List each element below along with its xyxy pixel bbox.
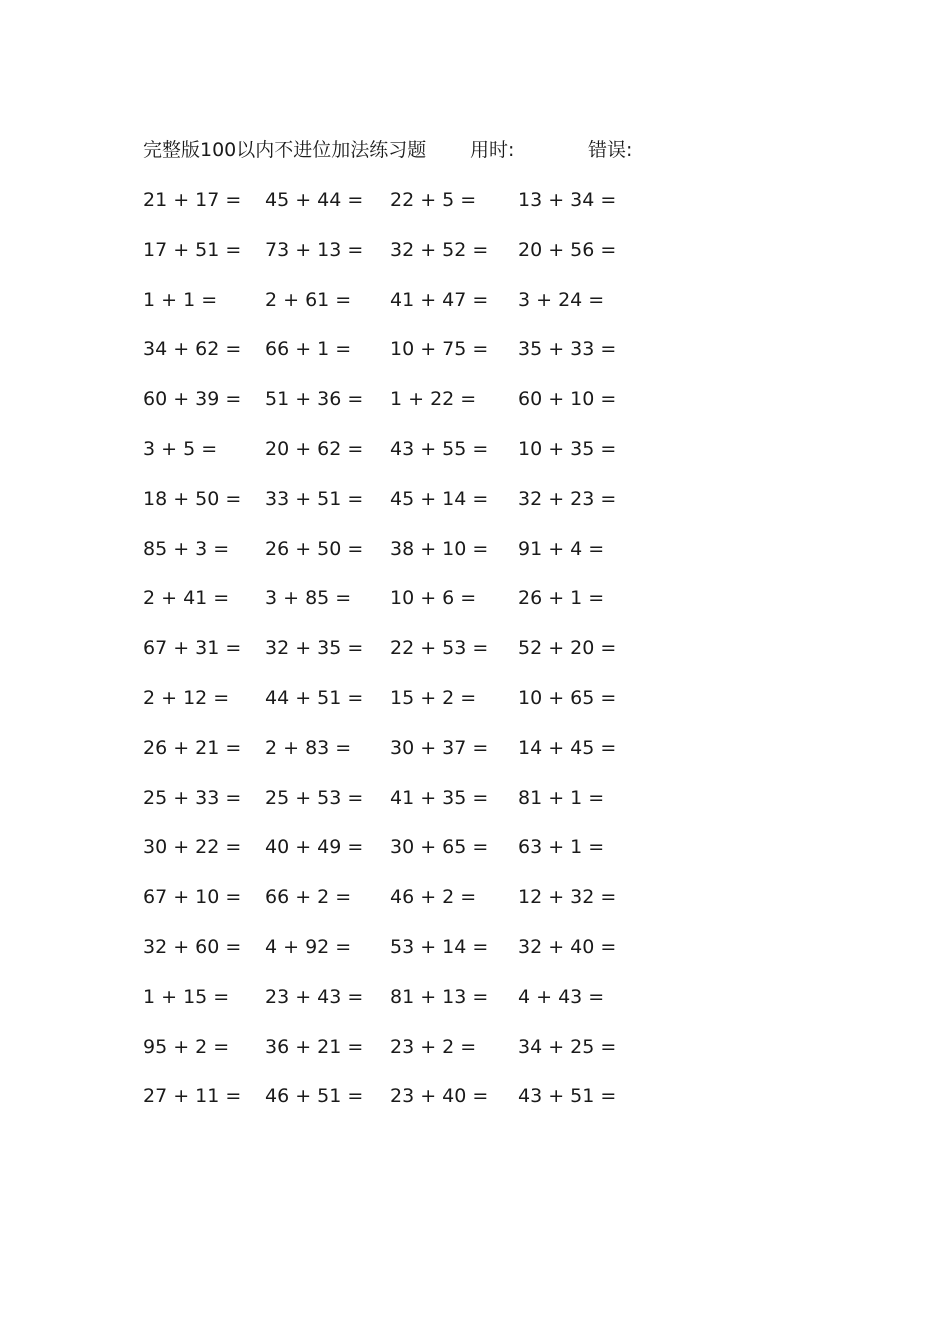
problem-row	[0, 384, 950, 414]
problem-item: 53 + 14 =	[390, 936, 489, 958]
problem-item: 34 + 62 =	[143, 338, 242, 360]
problem-item: 33 + 51 =	[265, 488, 364, 510]
problem-row	[0, 434, 950, 464]
problem-item: 18 + 50 =	[143, 488, 242, 510]
problem-item: 73 + 13 =	[265, 239, 364, 261]
problem-row	[0, 334, 950, 364]
problem-item: 2 + 41 =	[143, 587, 230, 609]
problem-item: 12 + 32 =	[518, 886, 617, 908]
problem-item: 67 + 31 =	[143, 637, 242, 659]
errors-label: 错误:	[588, 139, 633, 161]
problem-item: 32 + 23 =	[518, 488, 617, 510]
problem-item: 46 + 2 =	[390, 886, 477, 908]
problem-item: 13 + 34 =	[518, 189, 617, 211]
problem-item: 22 + 5 =	[390, 189, 477, 211]
problem-item: 10 + 35 =	[518, 438, 617, 460]
problem-row	[0, 733, 950, 763]
problem-item: 2 + 61 =	[265, 289, 352, 311]
problem-item: 27 + 11 =	[143, 1085, 242, 1107]
problem-item: 23 + 2 =	[390, 1036, 477, 1058]
time-used-label: 用时:	[470, 139, 515, 161]
problem-item: 15 + 2 =	[390, 687, 477, 709]
problem-item: 30 + 65 =	[390, 836, 489, 858]
problem-item: 32 + 52 =	[390, 239, 489, 261]
problem-item: 32 + 40 =	[518, 936, 617, 958]
problem-item: 85 + 3 =	[143, 538, 230, 560]
problem-item: 1 + 1 =	[143, 289, 218, 311]
problem-item: 22 + 53 =	[390, 637, 489, 659]
problem-item: 41 + 47 =	[390, 289, 489, 311]
problem-item: 66 + 2 =	[265, 886, 352, 908]
problem-row	[0, 285, 950, 315]
problem-item: 32 + 60 =	[143, 936, 242, 958]
worksheet-title: 完整版100以内不进位加法练习题	[143, 139, 427, 161]
problem-item: 30 + 37 =	[390, 737, 489, 759]
problem-row	[0, 534, 950, 564]
problem-item: 34 + 25 =	[518, 1036, 617, 1058]
problem-item: 40 + 49 =	[265, 836, 364, 858]
problem-item: 60 + 10 =	[518, 388, 617, 410]
problem-item: 63 + 1 =	[518, 836, 605, 858]
problem-item: 81 + 13 =	[390, 986, 489, 1008]
problem-item: 10 + 65 =	[518, 687, 617, 709]
problem-row	[0, 982, 950, 1012]
problem-item: 3 + 85 =	[265, 587, 352, 609]
problem-item: 60 + 39 =	[143, 388, 242, 410]
problem-item: 10 + 6 =	[390, 587, 477, 609]
problem-row	[0, 832, 950, 862]
problem-item: 32 + 35 =	[265, 637, 364, 659]
problem-item: 1 + 22 =	[390, 388, 477, 410]
worksheet-header	[143, 136, 703, 164]
problem-item: 26 + 50 =	[265, 538, 364, 560]
problem-row	[0, 783, 950, 813]
problem-item: 38 + 10 =	[390, 538, 489, 560]
problem-item: 41 + 35 =	[390, 787, 489, 809]
problem-item: 2 + 12 =	[143, 687, 230, 709]
problem-item: 35 + 33 =	[518, 338, 617, 360]
problem-item: 44 + 51 =	[265, 687, 364, 709]
problem-item: 4 + 43 =	[518, 986, 605, 1008]
problem-item: 4 + 92 =	[265, 936, 352, 958]
problem-item: 95 + 2 =	[143, 1036, 230, 1058]
problem-row	[0, 683, 950, 713]
problem-item: 51 + 36 =	[265, 388, 364, 410]
problem-item: 45 + 14 =	[390, 488, 489, 510]
problem-row	[0, 185, 950, 215]
problem-item: 3 + 5 =	[143, 438, 218, 460]
problem-item: 2 + 83 =	[265, 737, 352, 759]
problem-item: 14 + 45 =	[518, 737, 617, 759]
problem-item: 25 + 33 =	[143, 787, 242, 809]
problem-row	[0, 633, 950, 663]
problem-item: 66 + 1 =	[265, 338, 352, 360]
problem-item: 43 + 51 =	[518, 1085, 617, 1107]
problem-item: 67 + 10 =	[143, 886, 242, 908]
problem-item: 45 + 44 =	[265, 189, 364, 211]
problem-item: 26 + 21 =	[143, 737, 242, 759]
problem-item: 23 + 40 =	[390, 1085, 489, 1107]
problem-row	[0, 932, 950, 962]
problem-item: 26 + 1 =	[518, 587, 605, 609]
problem-item: 20 + 62 =	[265, 438, 364, 460]
problem-item: 30 + 22 =	[143, 836, 242, 858]
problem-row	[0, 1032, 950, 1062]
problem-item: 3 + 24 =	[518, 289, 605, 311]
problem-item: 23 + 43 =	[265, 986, 364, 1008]
problem-item: 10 + 75 =	[390, 338, 489, 360]
problem-item: 36 + 21 =	[265, 1036, 364, 1058]
problem-item: 43 + 55 =	[390, 438, 489, 460]
problem-row	[0, 583, 950, 613]
problem-item: 81 + 1 =	[518, 787, 605, 809]
problem-row	[0, 882, 950, 912]
problem-item: 21 + 17 =	[143, 189, 242, 211]
problem-item: 25 + 53 =	[265, 787, 364, 809]
problem-item: 52 + 20 =	[518, 637, 617, 659]
problem-item: 46 + 51 =	[265, 1085, 364, 1107]
problem-item: 17 + 51 =	[143, 239, 242, 261]
problem-row	[0, 484, 950, 514]
problem-row	[0, 1081, 950, 1111]
problem-item: 1 + 15 =	[143, 986, 230, 1008]
problem-item: 91 + 4 =	[518, 538, 605, 560]
problem-row	[0, 235, 950, 265]
problem-item: 20 + 56 =	[518, 239, 617, 261]
